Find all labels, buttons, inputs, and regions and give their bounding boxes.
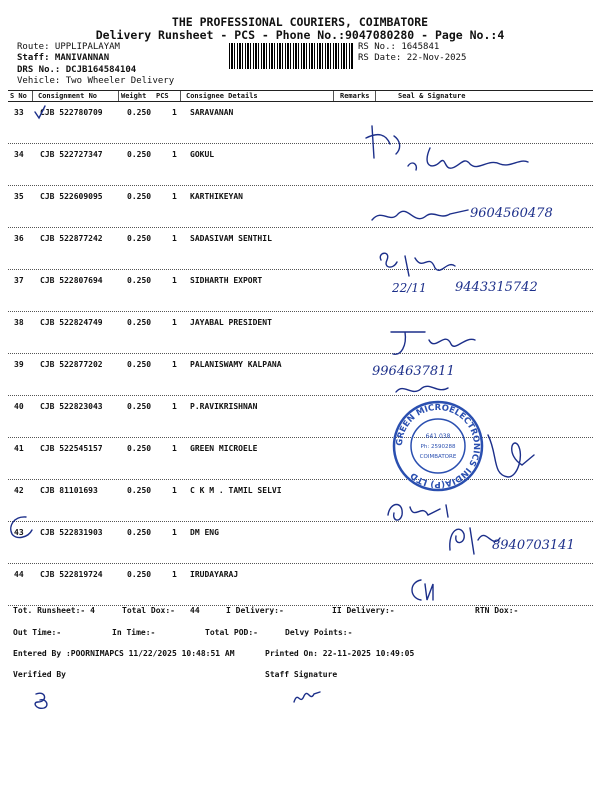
drs-number: DRS No.: DCJB164584104: [17, 65, 137, 75]
tot-runsheet: Tot. Runsheet:- 4: [13, 606, 95, 615]
col-consignment: Consignment No: [38, 92, 98, 100]
row-sno: 40: [14, 402, 24, 411]
row-sno: 43: [14, 528, 24, 537]
handwritten-date-37: 22/11: [392, 281, 427, 295]
row-consignment-no: CJB 522807694: [40, 276, 103, 285]
signature-row-37: [375, 246, 465, 286]
row-weight: 0.250: [127, 108, 152, 117]
signature-row-41: [478, 425, 538, 485]
vehicle-label: Vehicle: Two Wheeler Delivery: [17, 76, 175, 86]
company-seal-stamp: [390, 398, 486, 494]
verified-by: Verified By: [13, 670, 66, 679]
total-pod: Total POD:-: [205, 628, 258, 637]
row-consignment-no: CJB 522877202: [40, 360, 103, 369]
row-43-circle-mark: [6, 514, 36, 540]
report-subtitle: Delivery Runsheet - PCS - Phone No.:9047080280 - Page No.:4: [95, 28, 505, 42]
stamp-pin: 641 038: [425, 433, 451, 440]
row-consignment-no: CJB 522824749: [40, 318, 103, 327]
row-pcs: 1: [172, 150, 177, 159]
rtn-dox: RTN Dox:-: [475, 606, 519, 615]
signature-row-36: [368, 200, 478, 230]
row-pcs: 1: [172, 402, 177, 411]
stamp-city: COIMBATORE: [419, 454, 457, 460]
row-consignee: IRUDAYARAJ: [190, 570, 239, 579]
row-consignee: SADASIVAM SENTHIL: [190, 234, 272, 243]
rs-date: RS Date: 22-Nov-2025: [358, 53, 467, 63]
report-title: THE PROFESSIONAL COURIERS, COIMBATORE: [171, 15, 429, 29]
row-pcs: 1: [172, 108, 177, 117]
delvy-points: Delvy Points:-: [285, 628, 353, 637]
handwritten-phone-37: 9443315742: [455, 280, 538, 295]
i-delivery: I Delivery:-: [226, 606, 284, 615]
entered-by: Entered By :POORNIMAPCS 11/22/2025 10:48:51 AM: [13, 649, 235, 658]
col-remarks: Remarks: [340, 92, 370, 100]
signature-row-39: [392, 380, 452, 400]
signature-row-38: [385, 322, 485, 362]
row-consignee: P.RAVIKRISHNAN: [190, 402, 258, 411]
out-time: Out Time:-: [13, 628, 62, 637]
col-weight: Weight: [121, 92, 147, 100]
row-consignee: JAYABAL PRESIDENT: [190, 318, 272, 327]
row-consignee: GOKUL: [190, 150, 215, 159]
col-consignee: Consignee Details: [186, 92, 258, 100]
row-pcs: 1: [172, 486, 177, 495]
row-pcs: 1: [172, 276, 177, 285]
signature-row-44: [405, 576, 439, 604]
row-33-tick-mark: [33, 104, 47, 120]
row-pcs: 1: [172, 360, 177, 369]
row-consignment-no: CJB 522727347: [40, 150, 103, 159]
handwritten-phone-39: 9964637811: [372, 364, 455, 379]
row-sno: 42: [14, 486, 24, 495]
staff-signature: [290, 684, 324, 708]
table-row: [8, 563, 593, 606]
verified-by-signature: [30, 688, 54, 712]
row-sno: 39: [14, 360, 24, 369]
stamp-ring-text: GREEN MICROELECTRONICS INDIA(P) LTD: [394, 402, 482, 490]
table-row: [8, 479, 593, 522]
row-consignee: KARTHIKEYAN: [190, 192, 243, 201]
stamp-phone: Ph: 2590288: [420, 444, 456, 450]
row-consignee: DM ENG: [190, 528, 219, 537]
row-weight: 0.250: [127, 318, 152, 327]
row-consignee: C K M . TAMIL SELVI: [190, 486, 282, 495]
row-consignment-no: CJB 522831903: [40, 528, 103, 537]
row-sno: 36: [14, 234, 24, 243]
row-sno: 33: [14, 108, 24, 117]
row-consignment-no: CJB 522780709: [40, 108, 103, 117]
col-pcs: PCS: [156, 92, 169, 100]
table-row: [8, 353, 593, 396]
row-weight: 0.250: [127, 192, 152, 201]
row-weight: 0.250: [127, 234, 152, 243]
row-sno: 41: [14, 444, 24, 453]
row-pcs: 1: [172, 570, 177, 579]
row-weight: 0.250: [127, 570, 152, 579]
row-pcs: 1: [172, 528, 177, 537]
row-weight: 0.250: [127, 486, 152, 495]
row-consignment-no: CJB 522609095: [40, 192, 103, 201]
row-sno: 34: [14, 150, 24, 159]
row-consignment-no: CJB 522877242: [40, 234, 103, 243]
row-consignment-no: CJB 522823043: [40, 402, 103, 411]
row-sno: 35: [14, 192, 24, 201]
row-consignee: PALANISWAMY KALPANA: [190, 360, 282, 369]
row-pcs: 1: [172, 234, 177, 243]
row-weight: 0.250: [127, 402, 152, 411]
row-weight: 0.250: [127, 150, 152, 159]
row-consignee: GREEN MICROELE: [190, 444, 258, 453]
row-pcs: 1: [172, 318, 177, 327]
row-weight: 0.250: [127, 528, 152, 537]
total-dox-value: 44: [190, 606, 200, 615]
row-consignee: SIDHARTH EXPORT: [190, 276, 263, 285]
barcode: [229, 43, 354, 69]
row-pcs: 1: [172, 192, 177, 201]
in-time: In Time:-: [112, 628, 156, 637]
table-row: [8, 311, 593, 354]
row-consignee: SARAVANAN: [190, 108, 234, 117]
row-consignment-no: CJB 81101693: [40, 486, 98, 495]
row-consignment-no: CJB 522545157: [40, 444, 103, 453]
row-sno: 38: [14, 318, 24, 327]
signature-row-33-34: [360, 118, 530, 188]
row-consignment-no: CJB 522819724: [40, 570, 103, 579]
row-pcs: 1: [172, 444, 177, 453]
col-sno: S No: [10, 92, 27, 100]
handwritten-phone-43: 8940703141: [492, 538, 575, 553]
handwritten-phone-36: 9604560478: [470, 206, 553, 221]
total-dox-label: Total Dox:-: [122, 606, 175, 615]
row-weight: 0.250: [127, 444, 152, 453]
rs-number: RS No.: 1645841: [358, 42, 440, 52]
col-seal: Seal & Signature: [398, 92, 466, 100]
row-sno: 44: [14, 570, 24, 579]
table-row: [8, 227, 593, 270]
ii-delivery: II Delivery:-: [332, 606, 395, 615]
printed-on: Printed On: 22-11-2025 10:49:05: [265, 649, 415, 658]
staff-signature-label: Staff Signature: [265, 670, 338, 679]
staff-label: Staff: MANIVANNAN: [17, 53, 110, 63]
row-sno: 37: [14, 276, 24, 285]
row-weight: 0.250: [127, 276, 152, 285]
route-label: Route: UPPLIPALAYAM: [17, 42, 120, 52]
row-weight: 0.250: [127, 360, 152, 369]
